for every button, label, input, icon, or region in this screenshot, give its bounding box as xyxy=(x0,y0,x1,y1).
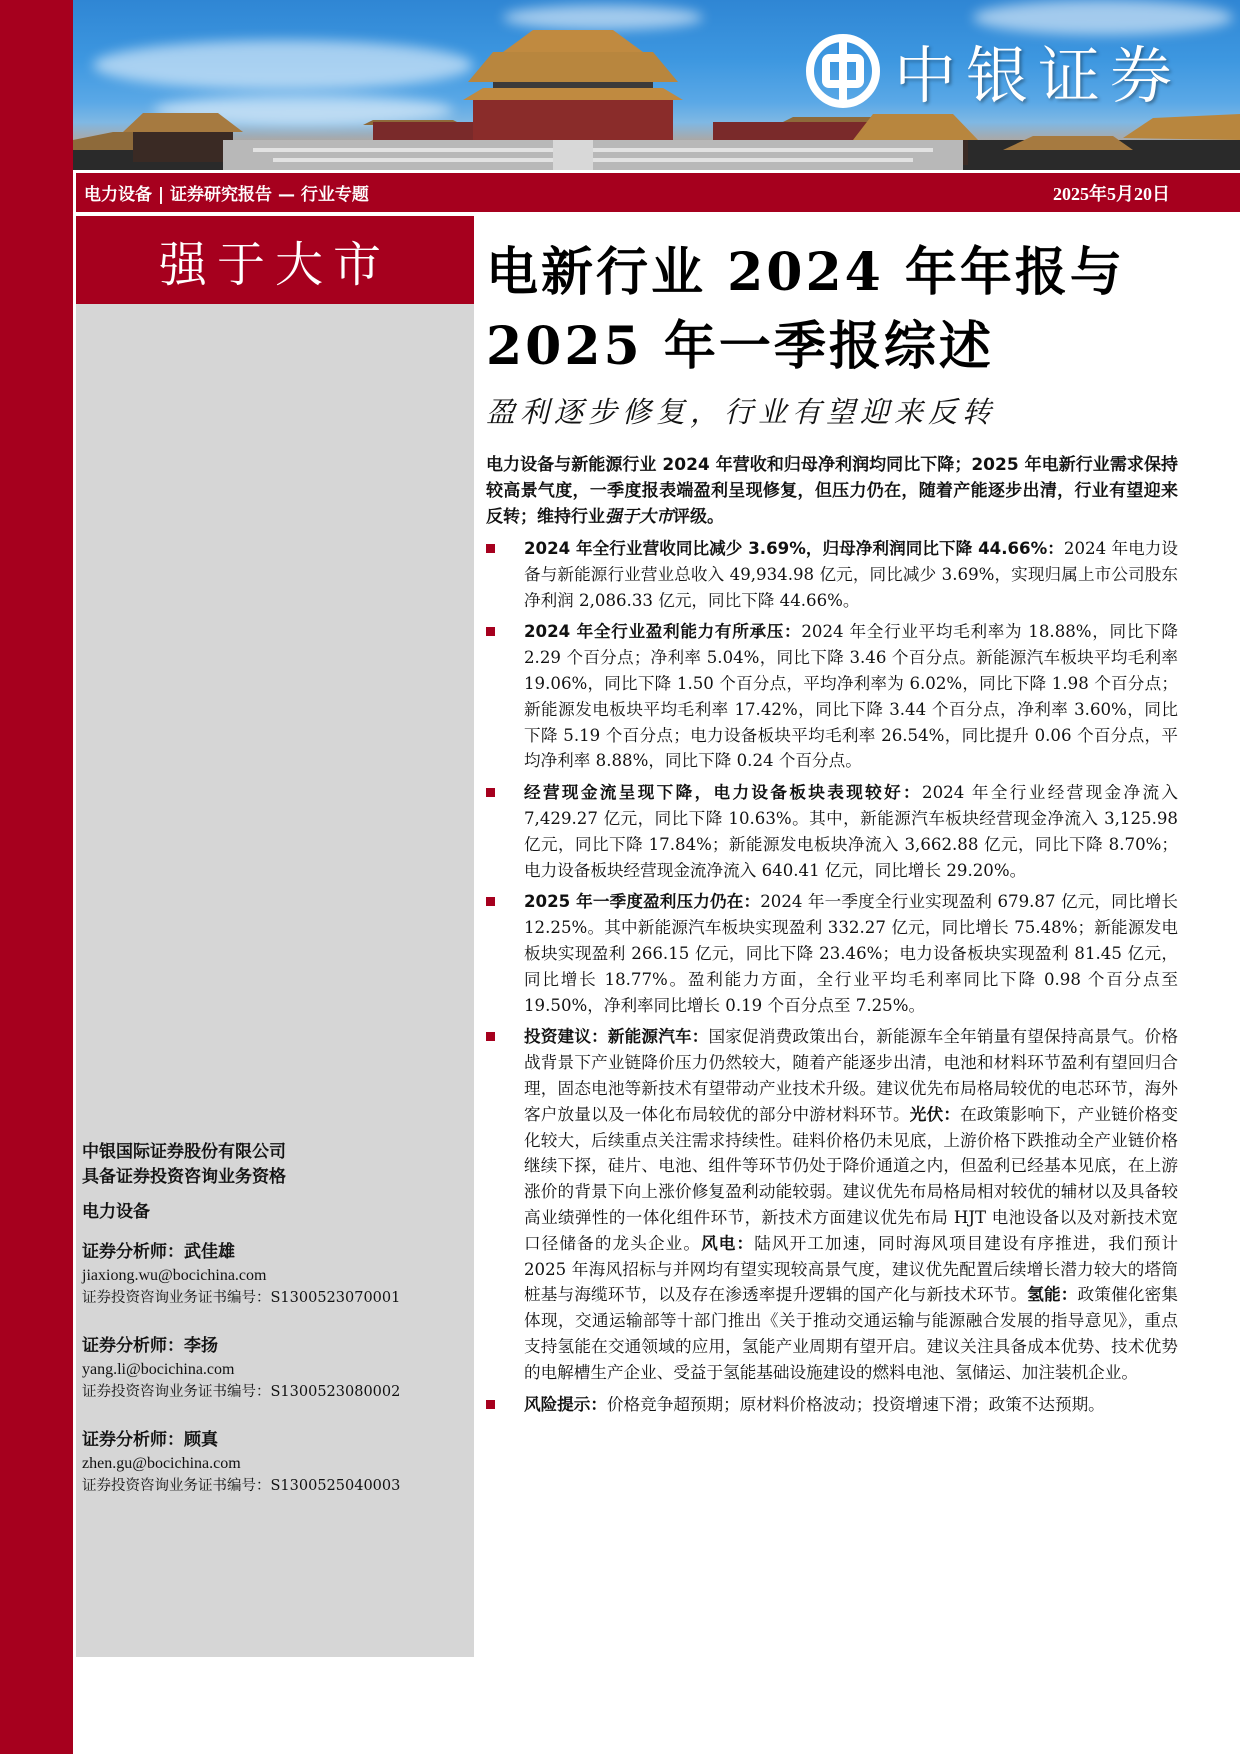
analyst-cert: 证券投资咨询业务证书编号：S1300523070001 xyxy=(82,1290,401,1306)
title-line-2: 2025 年一季报综述 xyxy=(486,316,994,377)
bullet-body: 2024 年全行业平均毛利率为 18.88%，同比下降 2.29 个百分点；净利率 5.04%，同比下降 3.46 个百分点。新能源汽车板块平均毛利率 19.06%，同比下降 1.50 个百分点，平均净利率为 6.02%，同比下降 1.98 个百分点；新能源发电板块平均毛利率 17.42%，同比下降 3.44 个百分点，净利率 3.60%，同比下降 5.19 个百分点；电力设备板块平均毛利率 26.54%，同比提升 0.06 个百分点，平均净利率 8.88%，同比下降 0.24 个百分点。 xyxy=(524,622,1178,771)
rating-badge xyxy=(76,216,474,304)
segment-heading-pv: 光伏： xyxy=(909,1104,961,1124)
boc-coin-logo-icon xyxy=(806,34,880,108)
bullet-body: 国家促消费政策出台，新能源车全年销量有望保持高景气。价格战背景下产业链降价压力仍然较大，随着产能逐步出清，电池和材料环节盈利有望回归合理，固态电池等新技术有望带动产业技术升级。建议优先布局格局较优的电芯环节，海外客户放量以及一体化布局较优的部分中游材料环节。 xyxy=(524,1027,1179,1124)
brand-logo xyxy=(806,26,1182,115)
segment-body-wind: 陆风开工加速，同时海风项目建设有序推进，我们预计 2025 年海风招标与并网均有望实现较高景气度，建议优先配置后续增长潜力较大的塔筒桩基与海缆环节，以及存在渗透率提升逻辑的国产化与新技术环节。 xyxy=(524,1233,1179,1305)
summary-rating: 强于大市 xyxy=(605,507,673,527)
bullet-square-icon xyxy=(486,1032,495,1041)
summary-paragraph: 电力设备与新能源行业 2024 年营收和归母净利润均同比下降；2025 年电新行业需求保持较高景气度，一季度报表端盈利呈现修复，但压力仍在，随着产能逐步出清，行业有望迎来反转；维持行业强于大市评级。 xyxy=(486,455,1178,527)
bullet-square-icon xyxy=(486,1400,495,1409)
header-banner xyxy=(73,0,1240,170)
sidebar-info xyxy=(82,1140,472,1497)
bullet-item xyxy=(486,780,1178,883)
bullet-heading: 2024 年全行业盈利能力有所承压： xyxy=(524,622,802,642)
bullet-square-icon xyxy=(486,897,495,906)
bullet-heading: 投资建议：新能源汽车： xyxy=(524,1027,709,1047)
analyst-cert: 证券投资咨询业务证书编号：S1300525040003 xyxy=(82,1478,401,1494)
report-subtitle: 盈利逐步修复，行业有望迎来反转 xyxy=(486,395,997,429)
analyst-card xyxy=(82,1333,472,1403)
qualification: 具备证券投资咨询业务资格 xyxy=(82,1167,286,1187)
bullet-item-investment xyxy=(486,1024,1178,1385)
bullet-item-risk xyxy=(486,1392,1178,1418)
report-date: 2025年5月20日 xyxy=(1053,183,1170,204)
bullet-heading: 2025 年一季度盈利压力仍在： xyxy=(524,892,761,912)
analyst-name: 证券分析师：顾真 xyxy=(82,1430,218,1450)
bullet-item xyxy=(486,536,1178,613)
rating-label: 强于大市 xyxy=(158,236,391,293)
analyst-card xyxy=(82,1427,472,1497)
bullet-heading: 经营现金流呈现下降，电力设备板块表现较好： xyxy=(524,783,923,803)
company-name: 中银国际证券股份有限公司 xyxy=(82,1142,286,1162)
bullet-body: 2024 年电力设备与新能源行业营业总收入 49,934.98 亿元，同比减少 3.69%，实现归属上市公司股东净利润 2,086.33 亿元，同比下降 44.66%。 xyxy=(524,539,1178,610)
bullet-item xyxy=(486,889,1178,1018)
segment-body-hydrogen: 政策催化密集体现，交通运输部等十部门推出《关于推动交通运输与能源融合发展的指导意见》，重点支持氢能在交通领域的应用，氢能产业周期有望开启。建议关注具备成本优势、技术优势的电解槽生产企业、受益于氢能基础设施建设的燃料电池、氢储运、加注装机企业。 xyxy=(524,1285,1179,1382)
bullet-heading: 风险提示： xyxy=(524,1394,607,1414)
analyst-email[interactable]: jiaxiong.wu@bocichina.com xyxy=(82,1267,267,1284)
bullet-body: 2024 年全行业经营现金净流入 7,429.27 亿元，同比下降 10.63%。其中，新能源汽车板块经营现金净流入 3,125.98 亿元，同比下降 17.84%；新能源发电板块净流入 3,662.88 亿元，同比下降 8.70%；电力设备板块经营现金流净流入 640.41 亿元，同比增长 29.20%。 xyxy=(524,783,1178,880)
analyst-email[interactable]: yang.li@bocichina.com xyxy=(82,1361,235,1378)
analyst-email[interactable]: zhen.gu@bocichina.com xyxy=(82,1455,241,1472)
report-category-bar xyxy=(76,173,1240,212)
title-line-1: 电新行业 2024 年年报与 xyxy=(486,242,1125,303)
bullet-square-icon xyxy=(486,788,495,797)
left-accent-bar xyxy=(0,0,73,1754)
bullet-body: 2024 年一季度全行业实现盈利 679.87 亿元，同比增长 12.25%。其中新能源汽车板块实现盈利 332.27 亿元，同比增长 75.48%；新能源发电板块实现盈利 266.15 亿元，同比下降 23.46%；电力设备板块实现盈利 81.45 亿元，同比增长 18.77%。盈利能力方面，全行业平均毛利率同比下降 0.98 个百分点至 19.50%，净利率同比增长 0.19 个百分点至 7.25%。 xyxy=(524,892,1178,1015)
bullet-square-icon xyxy=(486,544,495,553)
bullet-body: 价格竞争超预期；原材料价格波动；投资增速下滑；政策不达预期。 xyxy=(606,1394,1105,1414)
analyst-card xyxy=(82,1239,472,1309)
segment-body-pv: 在政策影响下，产业链价格变化较大，后续重点关注需求持续性。硅料价格仍未见底，上游价格下跌推动全产业链价格继续下探，硅片、电池、组件等环节仍处于降价通道之内，但盈利已经基本见底，在上游涨价的背景下向上涨价修复盈利动能较弱。建议优先布局格局相对较优的辅材以及具备较高业绩弹性的一体化组件环节，新技术方面建议优先布局 HJT 电池设备以及对新技术宽口径储备的龙头企业。 xyxy=(524,1104,1179,1253)
report-title xyxy=(486,236,1206,384)
category-line: 电力设备 | 证券研究报告 — 行业专题 xyxy=(84,185,369,205)
report-body xyxy=(486,452,1178,1417)
analyst-name: 证券分析师：武佳雄 xyxy=(82,1242,235,1262)
bullet-item xyxy=(486,619,1178,774)
bullet-heading: 2024 年全行业营收同比减少 3.69%，归母净利润同比下降 44.66%： xyxy=(524,539,1064,558)
bullet-square-icon xyxy=(486,627,495,636)
segment-heading-wind: 风电： xyxy=(701,1233,755,1253)
analyst-name: 证券分析师：李扬 xyxy=(82,1336,218,1356)
brand-name: 中银证券 xyxy=(894,39,1183,112)
segment-heading-hydrogen: 氢能： xyxy=(1027,1285,1078,1305)
analyst-cert: 证券投资咨询业务证书编号：S1300523080002 xyxy=(82,1384,401,1400)
sector-label: 电力设备 xyxy=(82,1202,150,1222)
